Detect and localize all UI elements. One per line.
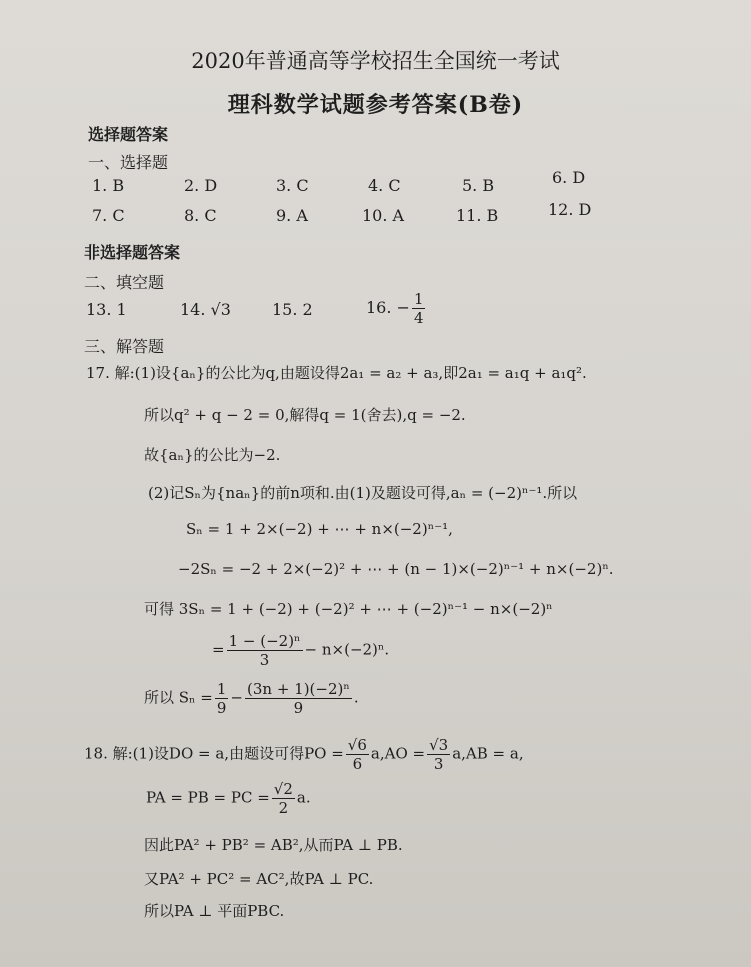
fraction: $\frac{\text{1 − (−2)ⁿ}}{3}$	[228, 632, 301, 669]
fill-answer-15: 15. 2	[272, 300, 313, 319]
choice-answer: 6. D	[552, 168, 586, 187]
nonchoice-answers-heading: 非选择题答案	[84, 243, 181, 262]
choice-answer: 12. D	[548, 200, 592, 219]
fill-answer-14	[180, 300, 231, 319]
choice-answer: 2. D	[184, 176, 218, 195]
q17-line-2: 所以q² + q − 2 = 0,解得q = 1(舍去),q = −2.	[144, 406, 466, 424]
q17-line-6: −2Sₙ = −2 + 2×(−2)² + ⋯ + (n − 1)×(−2)ⁿ⁻¹ + n×(−2)ⁿ.	[178, 560, 614, 578]
fraction: $\frac{√2}{2}$	[273, 780, 293, 817]
q17-line-4: (2)记Sₙ为{naₙ}的前n项和.由(1)及题设可得,aₙ = (−2)ⁿ⁻¹.所以	[148, 484, 578, 502]
q18-line-5: 所以PA ⊥ 平面PBC.	[144, 902, 285, 920]
exam-title: 2020年普通高等学校招生全国统一考试	[191, 49, 560, 73]
choice-answer: 1. B	[92, 176, 125, 195]
choice-answer: 4. C	[368, 176, 401, 195]
choice-answer: 7. C	[92, 206, 125, 225]
choice-answer: 9. A	[276, 206, 308, 225]
fill-answer-16	[366, 290, 427, 327]
fraction: $\frac{1}{9}$	[216, 680, 227, 717]
answer-key-title: 理科数学试题参考答案(B卷)	[227, 92, 524, 118]
choice-answer: 3. C	[276, 176, 309, 195]
choice-answers-heading: 选择题答案	[88, 125, 169, 144]
q17-line-1: 17. 解:(1)设{aₙ}的公比为q,由题设得2a₁ = a₂ + a₃,即2a₁ = a₁q + a₁q².	[86, 364, 587, 382]
fraction: $\frac{1}{4}$	[413, 290, 424, 327]
fraction: $\frac{√3}{3}$	[429, 736, 449, 773]
fill-answer-16-number: 16. −	[366, 298, 410, 317]
part-one-heading: 一、选择题	[88, 153, 169, 172]
choice-answer: 10. A	[362, 206, 405, 225]
q17-line-8: = $\frac{\text{1 − (−2)ⁿ}}{3}$ − n×(−2)ⁿ.	[212, 632, 390, 669]
choice-answer: 5. B	[462, 176, 495, 195]
q18-line-4: 又PA² + PC² = AC²,故PA ⊥ PC.	[144, 870, 374, 888]
part-three-heading: 三、解答题	[84, 337, 165, 356]
q18-line-2: PA = PB = PC = $\frac{√2}{2}$ a.	[146, 780, 311, 817]
q17-line-3: 故{aₙ}的公比为−2.	[144, 446, 281, 464]
fill-answer-14-number: 14.	[180, 300, 206, 319]
part-two-heading: 二、填空题	[84, 273, 165, 292]
q17-line-5: Sₙ = 1 + 2×(−2) + ⋯ + n×(−2)ⁿ⁻¹,	[186, 520, 453, 538]
q18-line-3: 因此PA² + PB² = AB²,从而PA ⊥ PB.	[144, 836, 403, 854]
q18-line-1: 18. 解:(1)设DO = a,由题设可得PO = $\frac{√6}{6}$ a,AO = $\frac{√3}{3}$ a,AB = a,	[84, 736, 524, 773]
q17-line-9: 所以 Sₙ = $\frac{1}{9}$ − $\frac{\text{(3n + 1)(−2)ⁿ}}{9}$ .	[144, 680, 359, 717]
choice-answer: 8. C	[184, 206, 217, 225]
fill-answer-14-value: √3	[210, 300, 231, 319]
choice-answer: 11. B	[456, 206, 499, 225]
fraction: $\frac{√6}{6}$	[347, 736, 367, 773]
fraction: $\frac{\text{(3n + 1)(−2)ⁿ}}{9}$	[247, 680, 350, 717]
q17-line-7: 可得 3Sₙ = 1 + (−2) + (−2)² + ⋯ + (−2)ⁿ⁻¹ − n×(−2)ⁿ	[144, 600, 553, 618]
fill-answer-13: 13. 1	[86, 300, 127, 319]
